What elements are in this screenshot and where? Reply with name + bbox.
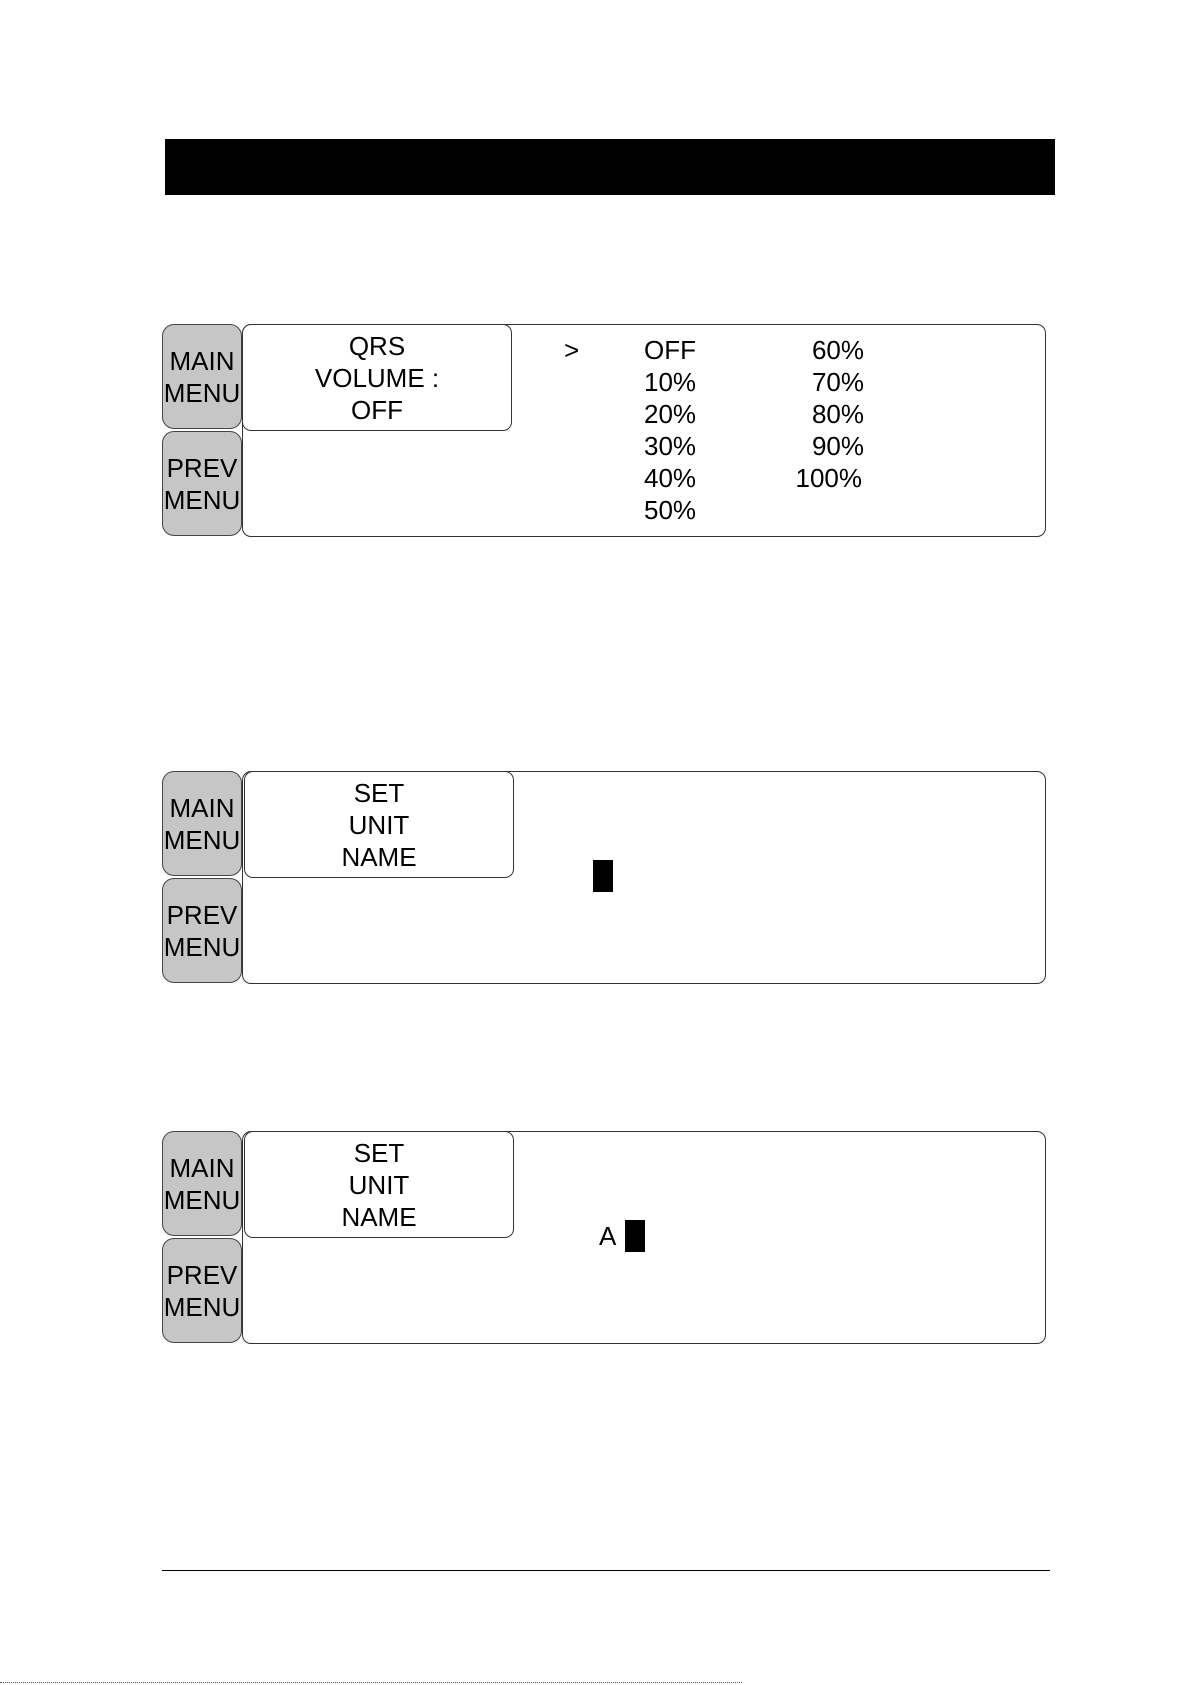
set-unit-name-screen <box>162 771 1048 986</box>
main-menu-button[interactable] <box>162 1131 242 1236</box>
volume-option[interactable]: 70% <box>811 367 864 397</box>
main-menu-button[interactable] <box>162 771 242 876</box>
menu-title-line2: UNIT <box>348 809 410 840</box>
main-menu-label-line2: MENU <box>163 377 241 408</box>
volume-option[interactable]: 90% <box>811 431 864 461</box>
set-unit-name-screen <box>162 1131 1048 1346</box>
main-menu-label-line2: MENU <box>163 824 241 855</box>
prev-menu-button[interactable] <box>162 431 242 536</box>
menu-title-box <box>244 771 514 878</box>
volume-option[interactable]: OFF <box>644 335 696 365</box>
main-menu-label-line1: MAIN <box>169 792 235 823</box>
menu-title-line1: SET <box>353 777 405 808</box>
prev-menu-button[interactable] <box>162 1238 242 1343</box>
selection-arrow: > <box>564 335 580 365</box>
prev-menu-button[interactable] <box>162 878 242 983</box>
volume-option[interactable]: 50% <box>644 495 697 525</box>
volume-option[interactable]: 40% <box>644 463 697 493</box>
main-menu-label-line2: MENU <box>163 1184 241 1215</box>
prev-menu-label-line2: MENU <box>163 484 241 515</box>
main-menu-label-line1: MAIN <box>169 1152 235 1183</box>
menu-title-box <box>242 324 512 431</box>
main-menu-button[interactable] <box>162 324 242 429</box>
menu-title-line1: SET <box>353 1137 405 1168</box>
menu-title-line3: NAME <box>341 841 417 872</box>
prev-menu-label-line1: PREV <box>166 899 238 930</box>
prev-menu-label-line1: PREV <box>166 452 238 483</box>
text-cursor <box>625 1220 645 1252</box>
menu-title-line2: VOLUME : <box>314 362 440 393</box>
section-header-bar <box>165 139 1055 195</box>
volume-option[interactable]: 30% <box>644 431 697 461</box>
menu-title-line3: NAME <box>341 1201 417 1232</box>
volume-option[interactable]: 20% <box>644 399 697 429</box>
page-edge-dotted-line <box>0 1682 742 1683</box>
volume-option[interactable]: 60% <box>811 335 864 365</box>
prev-menu-label-line1: PREV <box>166 1259 238 1290</box>
prev-menu-label-line2: MENU <box>163 931 241 962</box>
menu-title-box <box>244 1131 514 1238</box>
unit-name-entry[interactable]: A <box>599 1221 617 1251</box>
volume-option[interactable]: 80% <box>811 399 864 429</box>
menu-title-line3: OFF <box>351 394 403 425</box>
menu-title-line1: QRS <box>348 330 406 361</box>
footer-rule <box>162 1570 1050 1571</box>
volume-option[interactable]: 10% <box>644 367 697 397</box>
menu-title-line2: UNIT <box>348 1169 410 1200</box>
prev-menu-label-line2: MENU <box>163 1291 241 1322</box>
volume-option[interactable]: 100% <box>795 463 862 493</box>
main-menu-label-line1: MAIN <box>169 345 235 376</box>
qrs-volume-screen <box>162 324 1048 539</box>
text-cursor <box>593 860 613 892</box>
